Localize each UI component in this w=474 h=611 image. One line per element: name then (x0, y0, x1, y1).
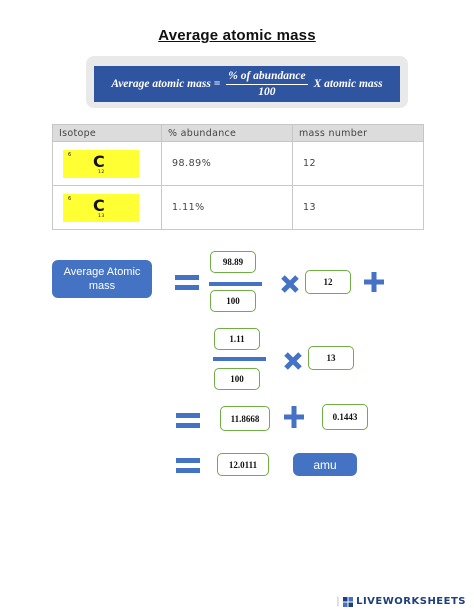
carbon-13-symbol (63, 194, 139, 222)
multiply-icon (284, 352, 302, 370)
equals-icon (176, 458, 200, 474)
header-abundance: % abundance (162, 125, 293, 142)
abundance-cell: 98.89% (162, 142, 293, 186)
table-row (53, 142, 424, 186)
footer-brand-text: LIVEWORKSHEETS (356, 596, 466, 607)
denominator-box-1[interactable]: 100 (210, 290, 256, 312)
mass-number-cell: 12 (293, 142, 424, 186)
unit-badge: amu (293, 453, 357, 476)
atomic-number: 6 (68, 195, 72, 202)
formula-lhs: Average atomic mass = (111, 78, 221, 90)
header-isotope: Isotope (53, 125, 162, 142)
table-header-row (53, 125, 424, 142)
term-box-2[interactable]: 0.1443 (322, 404, 368, 430)
mass-number-cell: 13 (293, 186, 424, 230)
isotope-cell (53, 186, 162, 230)
formula-denominator: 100 (258, 85, 276, 98)
plus-icon (364, 272, 384, 292)
equals-icon (175, 275, 199, 291)
mass-box-2[interactable]: 13 (308, 346, 354, 370)
formula-numerator: % of abundance (226, 70, 307, 85)
formula-banner (94, 66, 400, 102)
formula-rhs: X atomic mass (313, 78, 383, 90)
denominator-box-2[interactable]: 100 (214, 368, 260, 390)
equals-icon (176, 413, 200, 429)
formula-fraction (226, 70, 307, 99)
fraction-bar-2 (213, 357, 266, 361)
element-symbol: C (93, 151, 106, 171)
multiply-icon (281, 275, 299, 293)
term-box-1[interactable]: 11.8668 (220, 406, 270, 431)
numerator-box-2[interactable]: 1.11 (214, 328, 260, 350)
isotope-table (52, 124, 424, 230)
footer-brand (336, 596, 466, 607)
table-row (53, 186, 424, 230)
atomic-number: 6 (68, 151, 72, 158)
fraction-bar-1 (209, 282, 262, 286)
liveworksheets-logo-icon (343, 597, 353, 607)
element-symbol: C (93, 195, 106, 215)
footer-divider: | (336, 596, 341, 607)
result-box[interactable]: 12.0111 (217, 453, 269, 476)
mass-number-small: 13 (98, 213, 105, 219)
plus-icon (284, 406, 304, 428)
average-atomic-mass-label: Average Atomic mass (52, 260, 152, 298)
abundance-cell: 1.11% (162, 186, 293, 230)
mass-number-small: 12 (98, 169, 105, 175)
carbon-12-symbol (63, 150, 139, 178)
page-title: Average atomic mass (158, 27, 316, 44)
isotope-cell (53, 142, 162, 186)
mass-box-1[interactable]: 12 (305, 270, 351, 294)
header-mass-number: mass number (293, 125, 424, 142)
numerator-box-1[interactable]: 98.89 (210, 251, 256, 273)
